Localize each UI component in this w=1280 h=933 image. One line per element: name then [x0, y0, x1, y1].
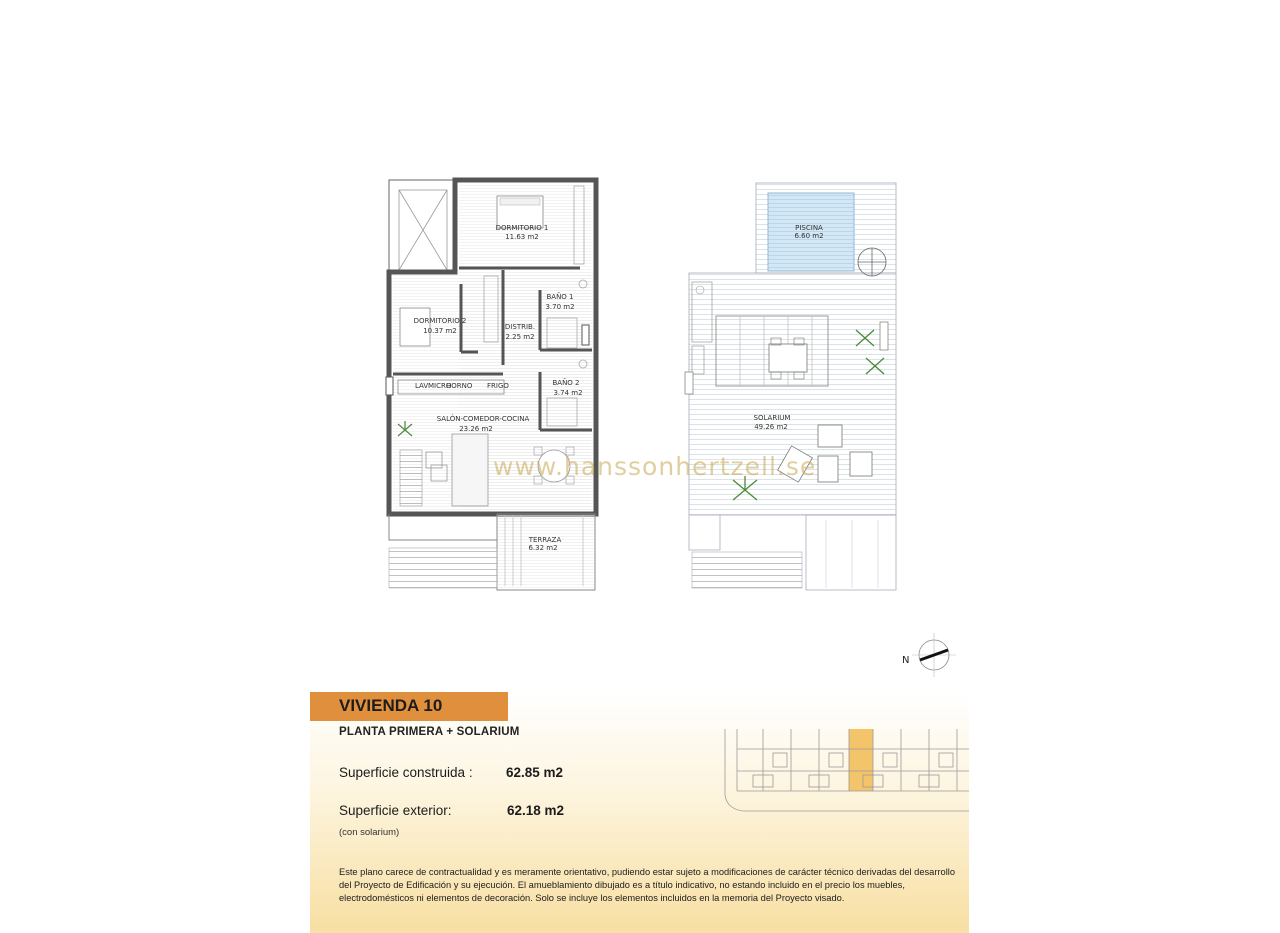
- built-area-value: 62.85 m2: [506, 765, 564, 780]
- unit-subtitle: PLANTA PRIMERA + SOLARIUM: [339, 726, 520, 738]
- room-area-bano-1: 3.70 m2: [545, 303, 575, 311]
- room-name-salon: SALÓN-COMEDOR-COCINA: [436, 415, 530, 423]
- kitchen-label-micro: MICRO: [428, 382, 452, 390]
- room-name-bano-1: BAÑO 1: [546, 293, 574, 301]
- exterior-area-value: 62.18 m2: [507, 803, 565, 818]
- room-name-terraza: TERRAZA: [528, 536, 562, 544]
- room-name-bano-2: BAÑO 2: [552, 379, 580, 387]
- unit-info-panel: [310, 692, 969, 933]
- room-area-solarium: 49.26 m2: [754, 423, 788, 431]
- solarium-plan: [685, 183, 896, 590]
- kitchen-label-frigo: FRIGO: [487, 382, 509, 390]
- first-floor-plan: [386, 180, 596, 590]
- room-area-dormitorio-1: 11.63 m2: [505, 233, 539, 241]
- built-area-label: Superficie construida :: [339, 765, 473, 780]
- compass-north-label: N: [902, 655, 910, 666]
- room-area-terraza: 6.32 m2: [528, 544, 558, 552]
- room-name-piscina: PISCINA: [795, 224, 823, 232]
- room-name-distrib: DISTRIB.: [504, 323, 536, 331]
- kitchen-label-lav: LAV: [415, 382, 429, 390]
- unit-title: VIVIENDA 10: [339, 696, 443, 715]
- room-area-bano-2: 3.74 m2: [553, 389, 583, 397]
- compass-icon: [902, 633, 956, 677]
- exterior-area-note: (con solarium): [339, 827, 400, 838]
- legal-disclaimer: Este plano carece de contractualidad y es meramente orientativo, pudiendo estar sujeto a modificaciones de carácter técnico derivadas del desarrollo del Proyecto de Edificación y su ejecución. El amueblamiento dibujado es a título indicativo, no estando incluido en el precio los muebles, electrodomésticos ni elementos de decoración. Solo se incluye los elementos incluidos en la memoria del Proyecto visado.: [339, 867, 956, 903]
- room-name-dormitorio-1: DORMITORIO 1: [495, 224, 549, 232]
- room-name-solarium: SOLARIUM: [753, 414, 791, 422]
- watermark: www.hanssonhertzell.se: [493, 452, 817, 481]
- room-area-salon: 23.26 m2: [459, 425, 493, 433]
- room-area-piscina: 6.60 m2: [794, 232, 824, 240]
- kitchen-label-horno: HORNO: [446, 382, 473, 390]
- room-area-dormitorio-2: 10.37 m2: [423, 327, 457, 335]
- room-area-distrib: 2.25 m2: [505, 333, 535, 341]
- site-key-plan: [723, 725, 969, 817]
- exterior-area-label: Superficie exterior:: [339, 803, 452, 818]
- room-name-dormitorio-2: DORMITORIO 2: [413, 317, 467, 325]
